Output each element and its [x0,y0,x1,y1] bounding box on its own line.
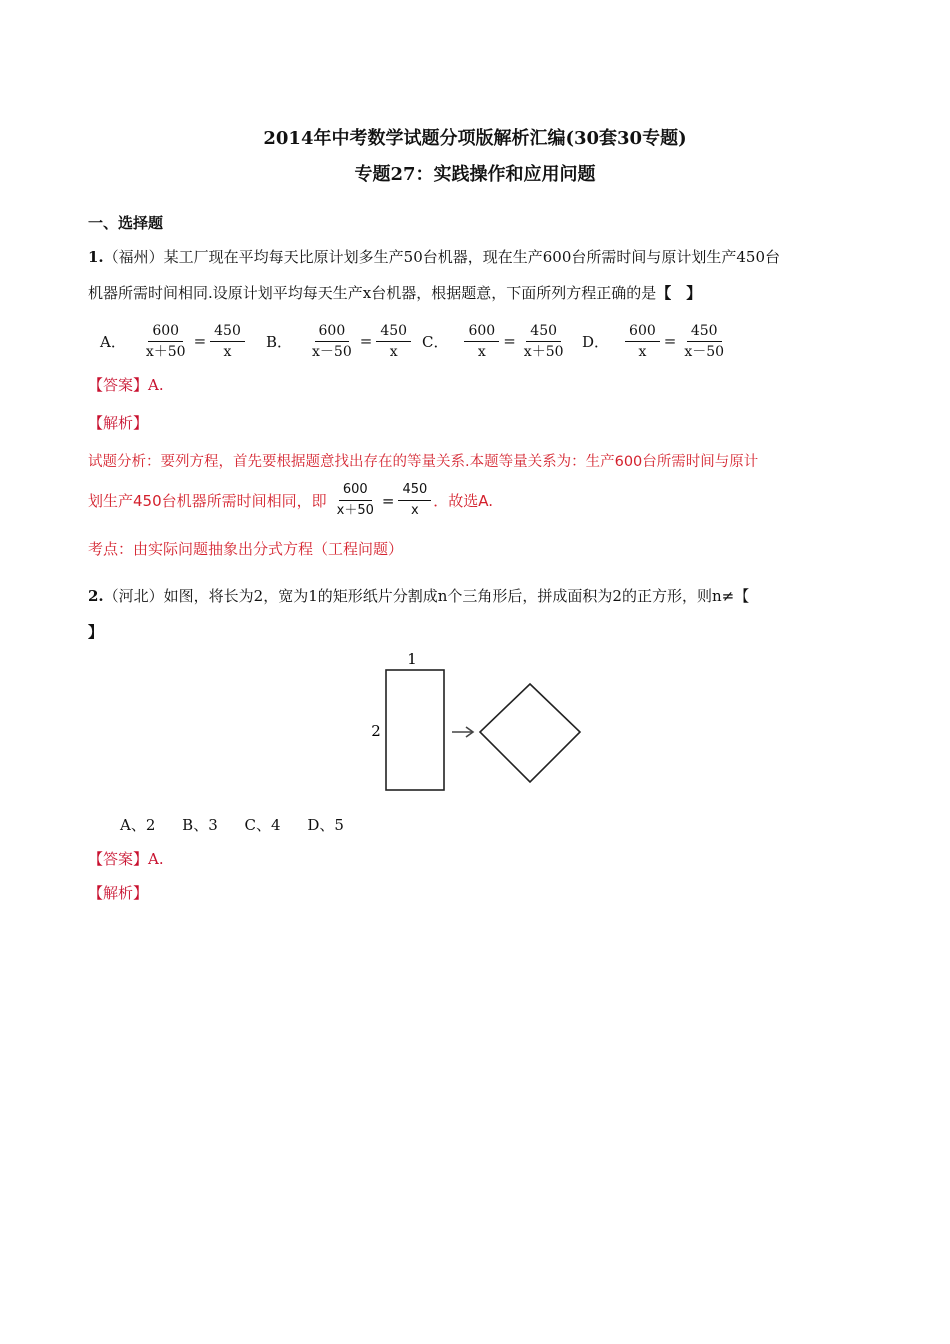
q1-options [100,316,820,366]
width-label: 1 [407,650,417,668]
height-label: 2 [371,722,381,740]
q2-choices [120,814,366,835]
fraction: $\frac{600}{x-50}$ [312,322,352,360]
q1-bracket: 【 】 [656,284,702,302]
q1-text-cont: 机器所需时间相同.设原计划平均每天生产x台机器，根据题意，下面所列方程正确的是 [88,284,657,302]
q2-number: 2. [88,587,104,605]
q2-choice-c: C、4 [244,816,281,834]
q1-analysis-line2: 划生产450台机器所需时间相同，即 $\frac{600}{x+50}$ = $\frac{450}{x}$ ．故选A. [88,482,494,518]
q2-text: （河北）如图，将长为2，宽为1的矩形纸片分割成n个三角形后，拼成面积为2的正方形，则n≠【 [103,587,750,605]
q2-choice-d: D、5 [307,816,344,834]
fraction: $\frac{450}{x}$ [210,323,245,360]
q2-text-line2: 】 [88,623,104,641]
q1-number: 1. [88,248,104,266]
q2-analysis-label: 【解析】 [88,884,149,902]
q1-option-b: B． $\frac{600}{x-50}$ = $\frac{450}{x}$ [266,316,413,366]
rectangle-shape [386,670,444,790]
q1-answer: 【答案】A. [88,376,164,394]
q2-choice-a: A、2 [120,816,156,834]
q1-option-c: C． $\frac{600}{x}$ = $\frac{450}{x+50}$ [422,316,570,366]
fraction: $\frac{600}{x+50}$ [145,322,186,360]
square-shape [480,684,580,782]
q2-answer: 【答案】A. [88,850,164,868]
q1-analysis-label: 【解析】 [88,414,149,432]
q1-analysis-line1: 试题分析：要列方程，首先要根据题意找出存在的等量关系.本题等量关系为：生产600台所需时间与原计 [88,454,759,470]
fraction: $\frac{600}{x}$ [625,323,660,360]
q2-figure [360,648,600,798]
q1-option-a: A． $\frac{600}{x+50}$ = $\frac{450}{x}$ [100,316,247,366]
page-subtitle: 专题27：实践操作和应用问题 [354,164,596,185]
q1-option-d: D． $\frac{600}{x}$ = $\frac{450}{x-50}$ [582,316,730,366]
fraction: $\frac{450}{x}$ [376,323,411,360]
fraction: $\frac{450}{x+50}$ [523,322,564,360]
fraction: $\frac{450}{x-50}$ [684,322,725,360]
q1-text-line1 [88,246,780,267]
q1-text-line2 [88,282,701,303]
fraction: $\frac{450}{x}$ [398,482,431,519]
q1-text: （福州）某工厂现在平均每天比原计划多生产50台机器，现在生产600台所需时间与原计划生产450台 [103,248,781,266]
q2-choice-b: B、3 [182,816,218,834]
section-heading: 一、选择题 [88,214,164,232]
q1-kaodian: 考点：由实际问题抽象出分式方程（工程问题） [88,540,404,558]
fraction: $\frac{600}{x+50}$ [336,482,374,518]
fraction: $\frac{600}{x}$ [464,323,499,360]
q2-text-line1 [88,585,749,606]
page-title: 2014年中考数学试题分项版解析汇编(30套30专题) [263,128,687,149]
